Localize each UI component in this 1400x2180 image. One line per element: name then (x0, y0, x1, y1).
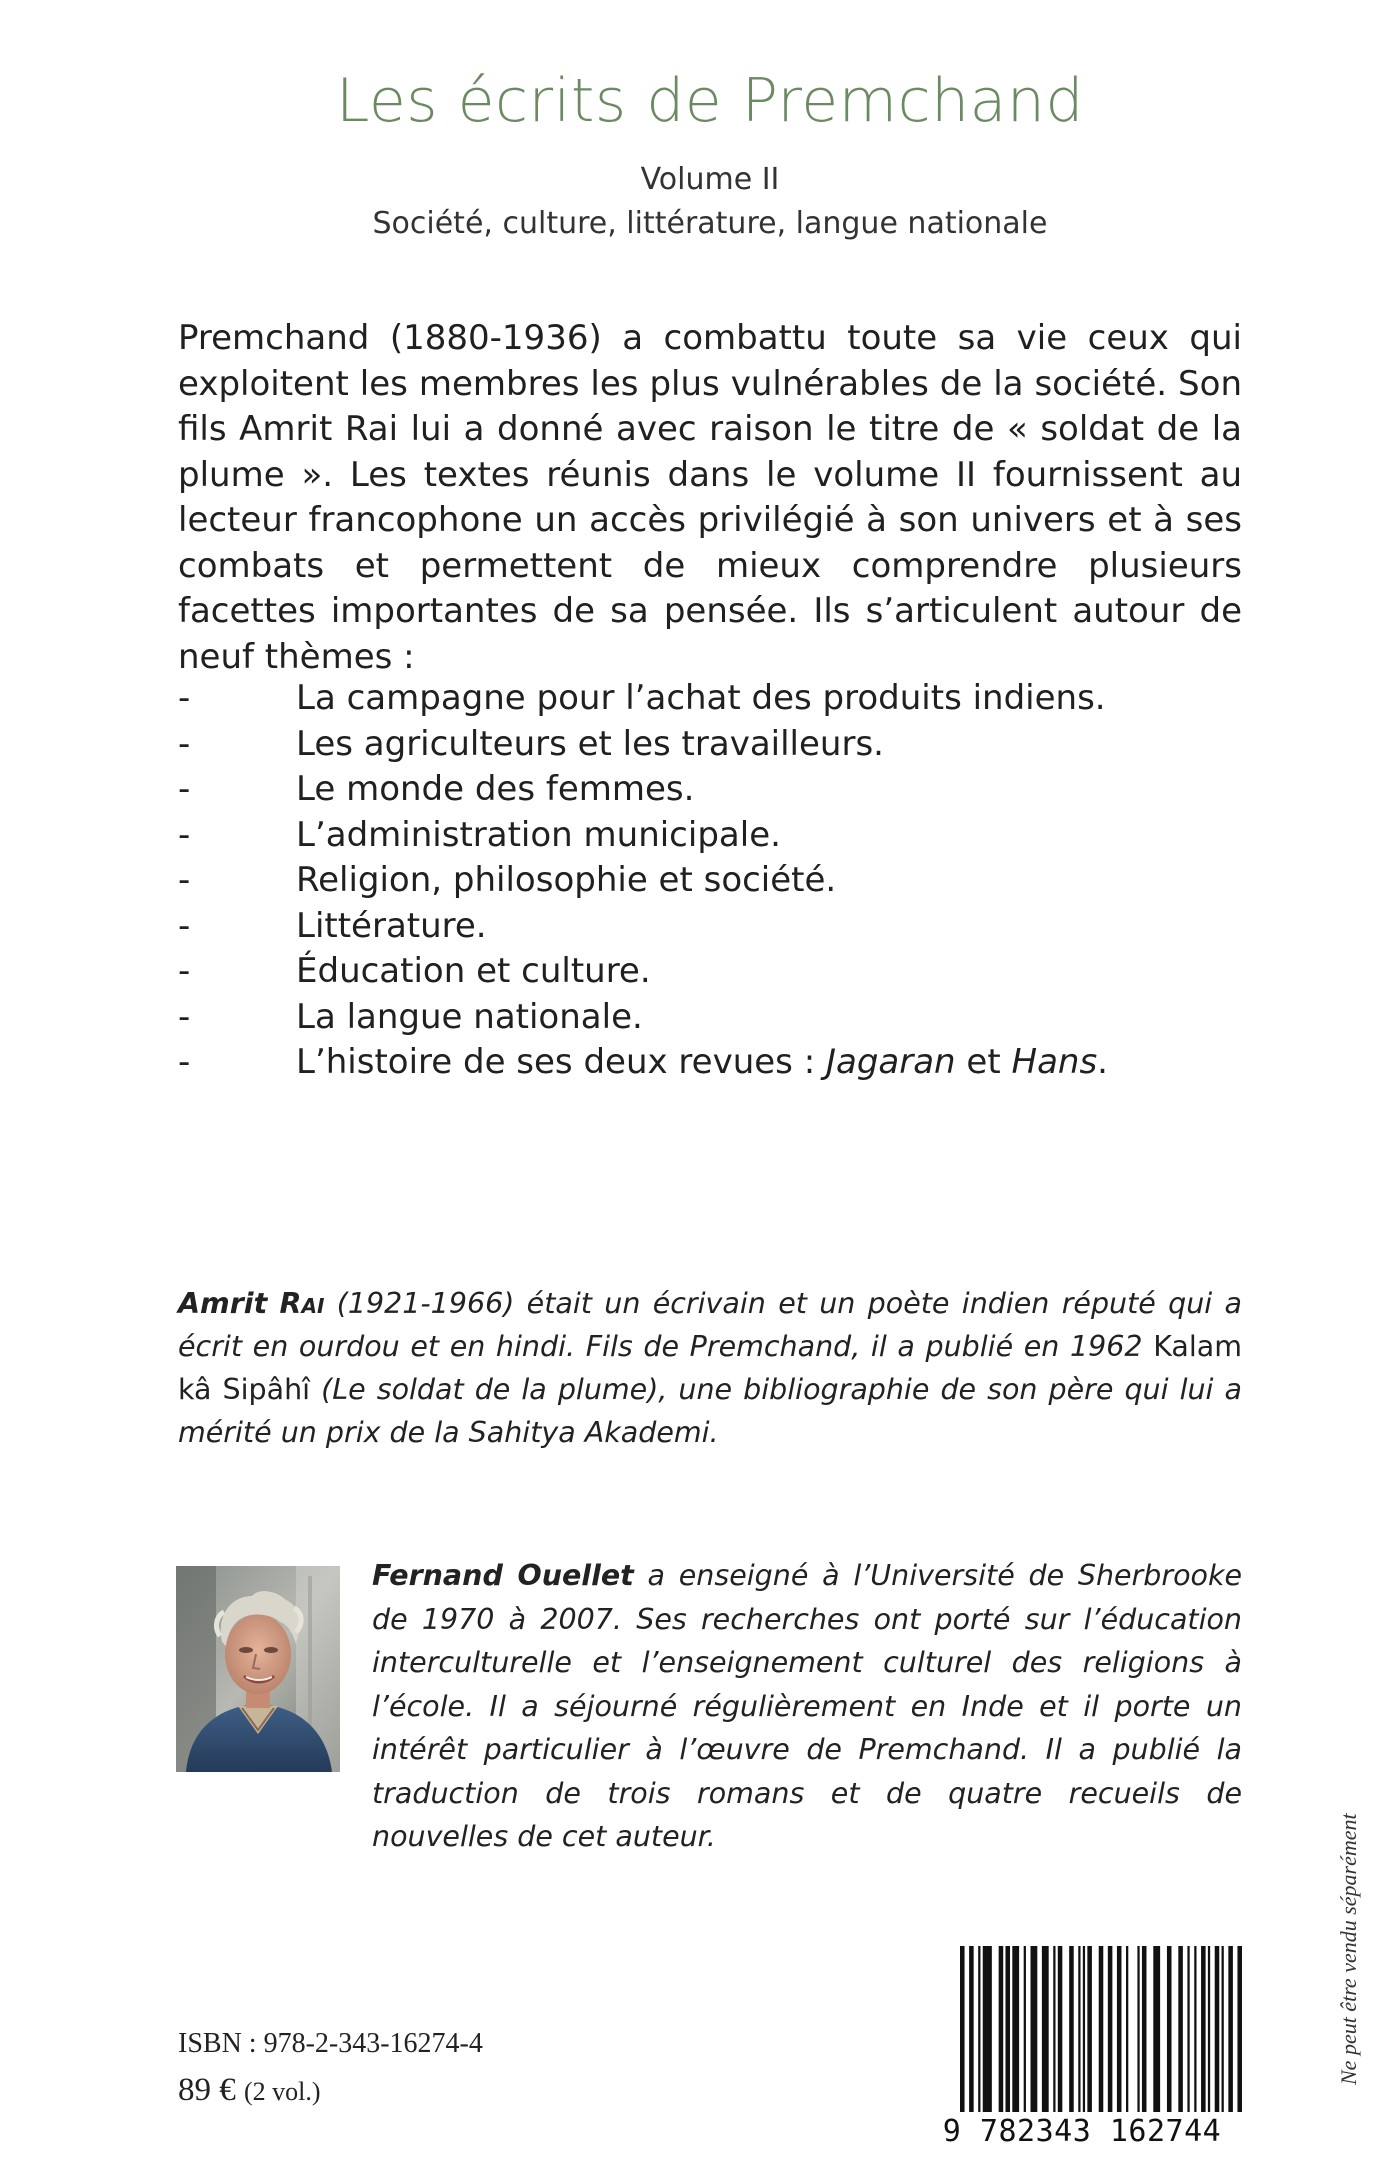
not-sold-separately-note: Ne peut être vendu séparément (1336, 1813, 1361, 2085)
barcode-digits: 9 782343 162744 (942, 2114, 1222, 2149)
list-item (178, 858, 1242, 904)
barcode-bar (1042, 1946, 1049, 2112)
list-item (178, 949, 1242, 995)
list-dash: - (178, 1042, 191, 1082)
bio-ouellet-name: Fernand Ouellet (372, 1559, 634, 1592)
barcode-bar (1153, 1946, 1160, 2112)
theme-text-connector: et (955, 1042, 1012, 1082)
list-item (178, 995, 1242, 1041)
theme-text: Éducation et culture. (296, 951, 651, 991)
barcode-bar (1117, 1946, 1122, 2112)
themes-list (178, 676, 1242, 1086)
barcode-bar (1058, 1946, 1063, 2112)
theme-text: Religion, philosophie et société. (296, 860, 837, 900)
barcode-bar (1069, 1946, 1074, 2112)
list-dash: - (178, 996, 191, 1037)
barcode-bar (1053, 1946, 1055, 2112)
book-title: Les écrits de Premchand (335, 66, 1085, 136)
theme-text: Littérature. (296, 905, 487, 946)
barcode-bar (1208, 1946, 1210, 2112)
author-photo (176, 1566, 340, 1772)
theme-text-suffix: . (1097, 1042, 1108, 1082)
bio-rai-text-2: (Le soldat de la plume), une bibliographie de son père qui lui a mérité un prix de la Sahitya Akademi. (178, 1373, 1242, 1449)
bio-rai-book-title: Kalam kâ Sipâhî (178, 1330, 1242, 1406)
bio-rai-first-name: Amrit (178, 1287, 268, 1320)
bio-rai-text-1: (1921-1966) était un écrivain et un poète indien réputé qui a écrit en ourdou et en hindi. Fils de Premchand, il a publié en 1962 (178, 1287, 1243, 1363)
theme-text: L’administration municipale. (296, 814, 781, 855)
intro-paragraph: Premchand (1880-1936) a combattu toute sa vie ceux qui exploitent les membres les plus vulnérables de la société. Son fils Amrit Rai lui a donné avec raison le titre de « soldat de la plume ». Les textes réunis dans le volume II fournissent au lecteur francophone un accès privilégié à son univers et à ses combats et permettent de mieux comprendre plusieurs facettes importantes de sa pensée. Ils s’articulent autour de neuf thèmes : (178, 318, 1242, 677)
list-item (178, 676, 1242, 722)
list-dash: - (178, 951, 191, 991)
barcode-bar (1012, 1946, 1019, 2112)
barcode-bar (978, 1946, 980, 2112)
barcode-bar (1167, 1946, 1172, 2112)
revue-jagaran: Jagaran (825, 1042, 956, 1082)
barcode-bar (1137, 1946, 1139, 2112)
theme-text: La campagne pour l’achat des produits indiens. (296, 678, 1106, 718)
bio-rai-last-name: Rai (279, 1287, 325, 1320)
bio-ouellet-text: a enseigné à l’Université de Sherbrooke de 1970 à 2007. Ses recherches ont porté sur l’éducation interculturelle et l’enseignement culturel des religions à l’école. Il a séjourné régulièrement en Inde et il porte un intérêt particulier à l’œuvre de Premchand. Il a publié la traduction de trois romans et de quatre recueils de nouvelles de cet auteur. (372, 1559, 1242, 1853)
list-item (178, 1040, 1242, 1086)
barcode-bar (1083, 1946, 1085, 2112)
barcode-bar (1178, 1946, 1183, 2112)
price-volumes: (2 vol.) (244, 2077, 321, 2106)
barcode-bar (1126, 1946, 1128, 2112)
price-amount: 89 € (178, 2072, 236, 2108)
list-item (178, 813, 1242, 859)
barcode-bar (1087, 1946, 1092, 2112)
list-dash: - (178, 905, 191, 946)
barcode-bar (1142, 1946, 1147, 2112)
volume-subtitle: Société, culture, littérature, langue nationale (372, 206, 1048, 241)
theme-text: La langue nationale. (296, 996, 643, 1037)
list-dash: - (178, 860, 191, 900)
list-dash: - (178, 769, 191, 809)
barcode-bar (1187, 1946, 1189, 2112)
list-item (178, 722, 1242, 768)
bio-fernand-ouellet (372, 1554, 1242, 1859)
barcode-bar (969, 1946, 974, 2112)
barcode-bar (983, 1946, 992, 2112)
barcode-bar (1222, 1946, 1224, 2112)
barcode-bar (1228, 1946, 1233, 2112)
list-dash: - (178, 723, 191, 764)
revue-hans: Hans (1011, 1042, 1098, 1082)
price (178, 2072, 321, 2109)
barcode-bar (1201, 1946, 1206, 2112)
barcode-icon (960, 1946, 1242, 2112)
list-dash: - (178, 678, 191, 718)
barcode-bar (1005, 1946, 1010, 2112)
isbn: ISBN : 978-2-343-16274-4 (178, 2028, 483, 2059)
barcode-bar (1215, 1946, 1220, 2112)
theme-text-prefix: L’histoire de ses deux revues : (296, 1042, 826, 1082)
barcode-bar (1099, 1946, 1104, 2112)
list-item (178, 767, 1242, 813)
barcode-bar (1078, 1946, 1080, 2112)
barcode-bar (1194, 1946, 1196, 2112)
barcode-bar (960, 1946, 965, 2112)
barcode-bar (1237, 1946, 1242, 2112)
theme-text: Le monde des femmes. (296, 769, 695, 809)
barcode-bar (1031, 1946, 1038, 2112)
list-dash: - (178, 814, 191, 855)
barcode-bar (1024, 1946, 1026, 2112)
barcode-bar (1108, 1946, 1113, 2112)
theme-text: Les agriculteurs et les travailleurs. (296, 723, 884, 764)
bio-amrit-rai (178, 1282, 1242, 1454)
volume-label: Volume II (640, 162, 780, 197)
barcode-bar (999, 1946, 1004, 2112)
list-item (178, 904, 1242, 950)
